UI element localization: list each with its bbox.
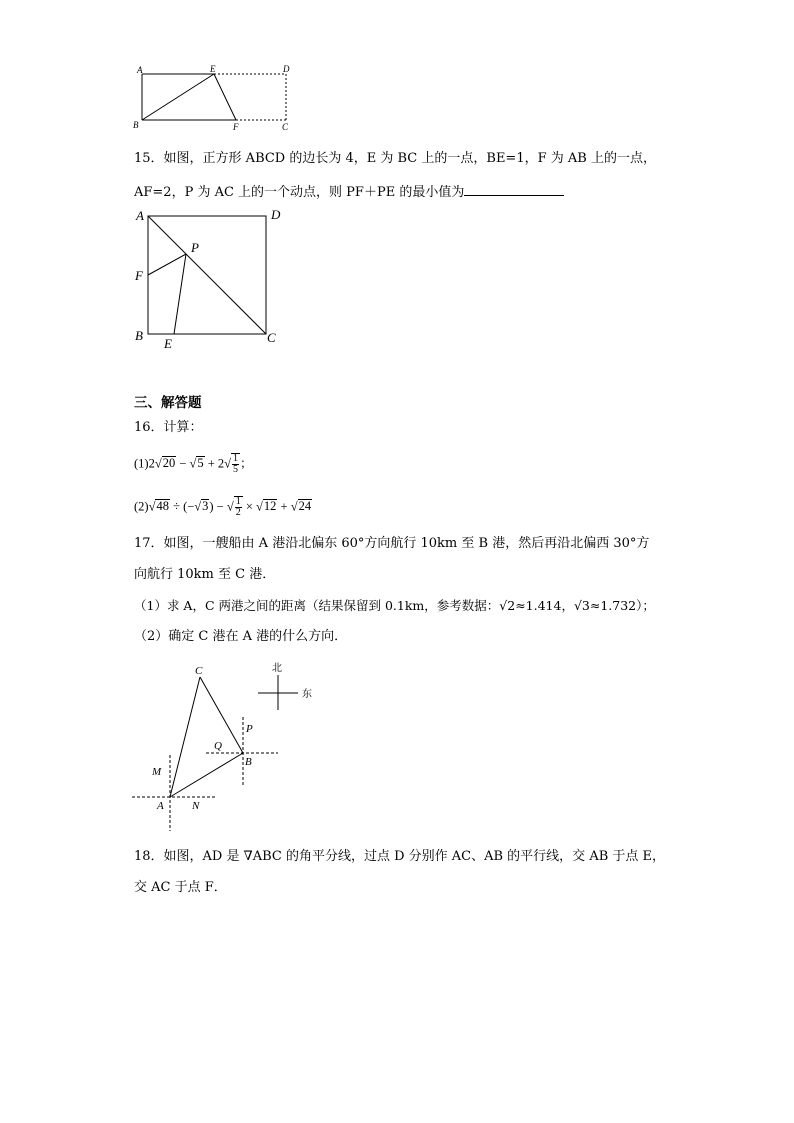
label-e: E (210, 64, 216, 74)
label-a: A (137, 65, 143, 75)
label-e: E (164, 336, 172, 351)
compass-east: 东 (302, 689, 312, 700)
q18-line1: 18．如图，AD 是 ∇ABC 的角平分线，过点 D 分别作 AC、AB 的平行线，交 AB 于点 E， (134, 849, 666, 864)
label-a: A (157, 800, 164, 812)
q15-line2-text: AF=2，P 为 AC 上的一个动点，则 PF＋PE 的最小值为 (134, 185, 465, 200)
label-b: B (245, 756, 252, 768)
label-a: A (136, 208, 144, 223)
q16-title: 16．计算： (134, 420, 203, 435)
label-p: P (191, 240, 199, 255)
compass-north: 北 (272, 663, 282, 674)
q15-line1: 15．如图，正方形 ABCD 的边长为 4，E 为 BC 上的一点，BE=1，F 为 AB 上的一点， (134, 151, 656, 166)
label-d: D (283, 64, 290, 74)
figure-q15 (128, 205, 288, 355)
q18-line2: 交 AC 于点 F． (134, 880, 227, 895)
figure-q14 (128, 60, 308, 136)
q16-part2: (2)√48 ÷ (−√3) − √ $\frac{1}{2}$ × √12 + √24 (134, 496, 312, 518)
q17-sub1: （1）求 A，C 两港之间的距离（结果保留到 0.1km，参考数据：√2≈1.414，√3≈1.732）； (134, 598, 655, 613)
label-q: Q (214, 740, 222, 752)
label-b: B (135, 328, 143, 343)
section-title: 三、解答题 (134, 395, 202, 411)
q17-sub2: （2）确定 C 港在 A 港的什么方向． (134, 629, 348, 644)
q16-part2-prefix: (2) (134, 499, 149, 514)
q15-line2 (134, 183, 564, 202)
label-c: C (195, 665, 203, 677)
label-f: F (233, 122, 239, 132)
figure-q17 (128, 655, 328, 835)
label-m: M (152, 766, 162, 778)
label-b: B (133, 120, 139, 130)
label-d: D (271, 207, 281, 222)
label-p: P (246, 723, 253, 735)
q17-line1: 17．如图，一艘船由 A 港沿北偏东 60°方向航行 10km 至 B 港，然后再沿北偏西 30°方 (134, 536, 650, 551)
label-c: C (282, 122, 289, 132)
q16-part1-prefix: (1) (134, 456, 149, 471)
q17-line2: 向航行 10km 至 C 港． (134, 567, 276, 582)
answer-blank (464, 183, 564, 196)
label-c: C (267, 330, 276, 345)
label-f: F (135, 268, 143, 283)
label-n: N (192, 800, 200, 812)
q16-part1: (1)2√20 − √5 + 2√ $\frac{1}{5}$ ； (134, 453, 253, 475)
